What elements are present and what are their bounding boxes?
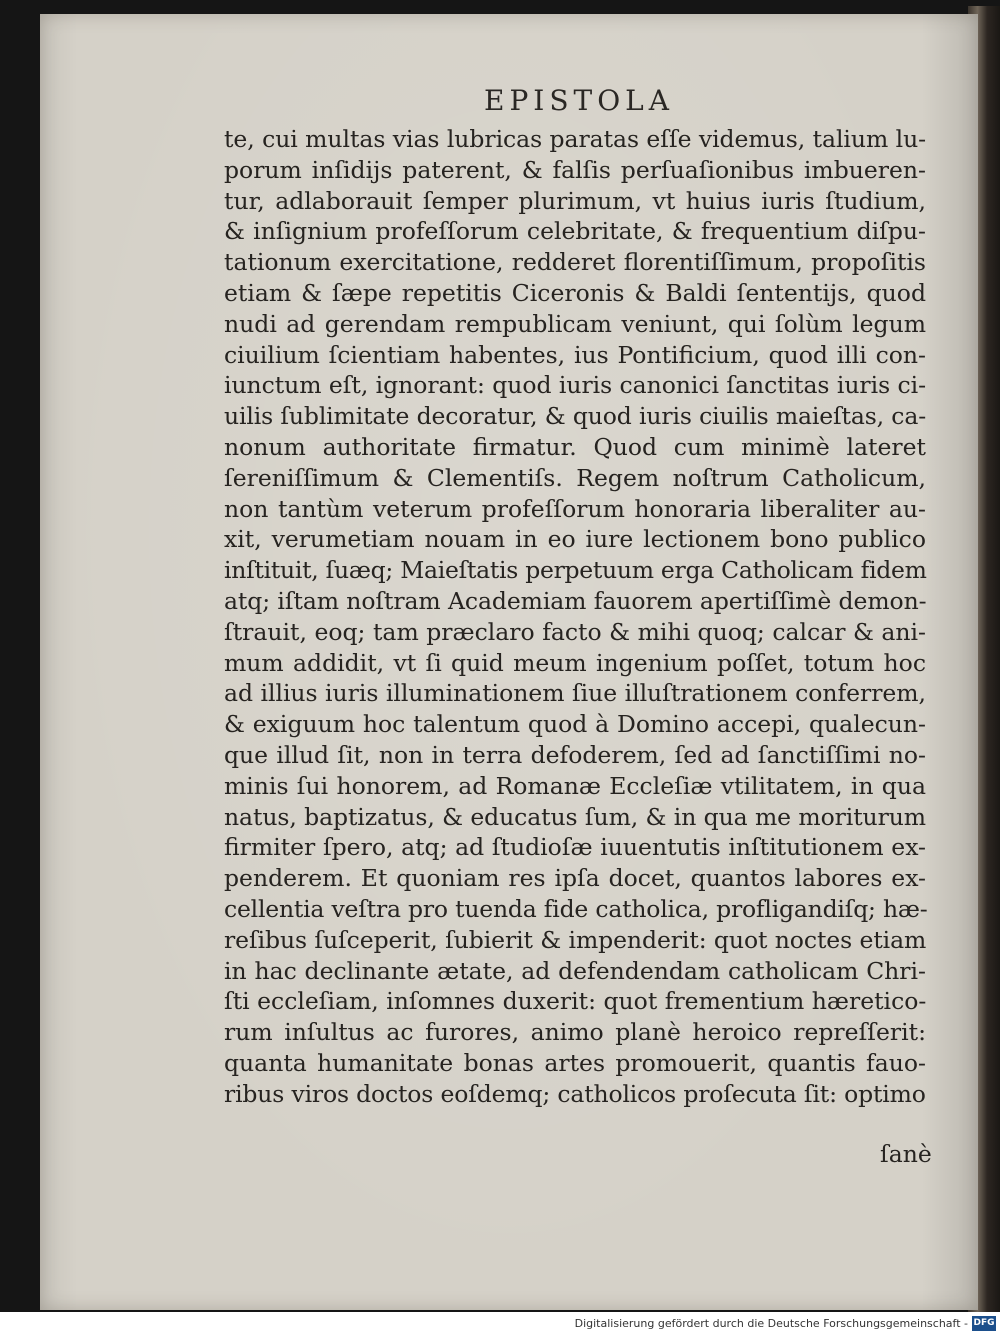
body-text [224, 124, 926, 1110]
dfg-logo: DFG [972, 1316, 996, 1331]
text-line: ad illius iuris illuminationem ſiue illuſtrationem conferrem, [224, 679, 926, 708]
text-line: inſtituit, ſuæq; Maieſtatis perpetuum erga Catholicam fidem [224, 556, 927, 585]
text-line: tur, adlaborauit ſemper plurimum, vt huius iuris ſtudium, [224, 186, 926, 215]
text-line: minis ſui honorem, ad Romanæ Eccleſiæ vtilitatem, in qua [224, 771, 926, 800]
funding-credit: Digitalisierung gefördert durch die Deutsche Forschungsgemeinschaft - [574, 1317, 968, 1330]
text-line: etiam & ſæpe repetitis Ciceronis & Baldi ſententijs, quod [224, 278, 926, 307]
text-line: te, cui multas vias lubricas paratas eſſe videmus, talium lu- [224, 125, 927, 153]
text-line: ribus viros doctos eoſdemq; catholicos proſecuta ſit: optimo [224, 1079, 926, 1108]
text-line: ſereniſſimum & Clementiſs. Regem noſtrum Catholicum, [224, 463, 926, 492]
digitization-footer [0, 1312, 1000, 1338]
text-line: xit, verumetiam nouam in eo iure lectionem bono publico [224, 525, 926, 554]
text-line: atq; iſtam noſtram Academiam fauorem apertiſſimè demon- [224, 586, 927, 615]
text-line: iunctum eſt, ignorant: quod iuris canonici ſanctitas iuris ci- [224, 371, 926, 400]
text-line: & inſignium profeſſorum celebritate, & frequentium diſpu- [224, 217, 926, 246]
text-line: & exiguum hoc talentum quod à Domino accepi, qualecun- [224, 710, 926, 739]
text-line: uilis ſublimitate decoratur, & quod iuris ciuilis maieſtas, ca- [224, 402, 926, 431]
text-line: quanta humanitate bonas artes promouerit, quantis fauo- [224, 1048, 926, 1077]
text-line: nonum authoritate firmatur. Quod cum minimè lateret [224, 432, 926, 461]
catchword: ſanè [880, 1140, 932, 1168]
text-line: mum addidit, vt ſi quid meum ingenium poſſet, totum hoc [224, 648, 926, 677]
text-line: penderem. Et quoniam res ipſa docet, quantos labores ex- [224, 864, 926, 893]
text-line: in hac declinante ætate, ad defendendam catholicam Chri- [224, 956, 926, 985]
text-line: cellentia veſtra pro tuenda fide catholica, profligandiſq; hæ- [224, 894, 928, 923]
text-line: ciuilium ſcientiam habentes, ius Pontificium, quod illi con- [224, 340, 926, 369]
text-line: ſti eccleſiam, inſomnes duxerit: quot frementium hæretico- [224, 987, 927, 1016]
text-line: reſibus ſuſceperit, ſubierit & impenderit: quot noctes etiam [224, 925, 927, 954]
text-line: non tantùm veterum profeſſorum honoraria liberaliter au- [224, 494, 926, 523]
text-line: firmiter ſpero, atq; ad ſtudioſæ iuuentutis inſtitutionem ex- [224, 833, 926, 862]
text-line: porum inſidijs paterent, & falſis perſuaſionibus imbueren- [224, 155, 926, 184]
text-line: rum inſultus ac furores, animo planè heroico repreſſerit: [224, 1018, 926, 1047]
text-line: natus, baptizatus, & educatus ſum, & in qua me moriturum [224, 802, 926, 831]
running-header: EPISTOLA [484, 84, 674, 117]
text-line: que illud ſit, non in terra defoderem, ſed ad ſanctiſſimi no- [224, 740, 926, 769]
text-line: tationum exercitatione, redderet florentiſſimum, propoſitis [224, 248, 926, 277]
text-line: nudi ad gerendam rempublicam veniunt, qui ſolùm legum [224, 309, 926, 338]
text-line: ſtrauit, eoq; tam præclaro facto & mihi quoq; calcar & ani- [224, 617, 926, 646]
